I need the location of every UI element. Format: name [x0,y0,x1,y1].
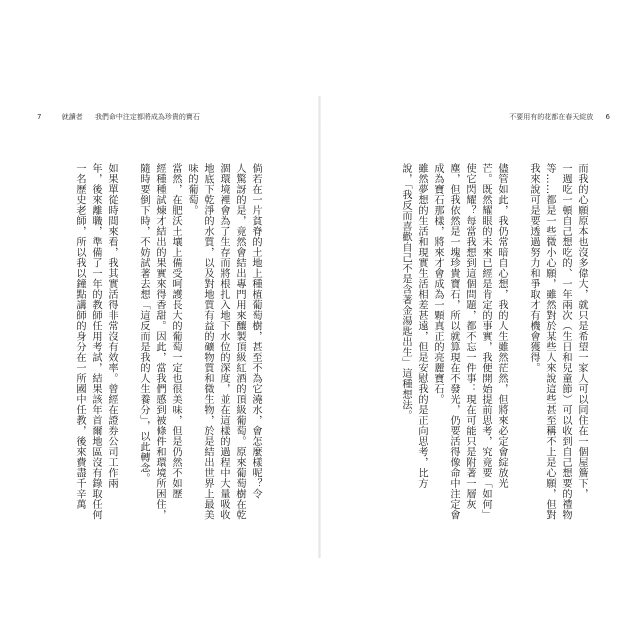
right-page-line: 而我的心願原本也沒多偉大，就只是希望一家人可以同住在一個屋簷下， [576,163,587,499]
right-page-line: 雖然夢想的生活和現實生活相差甚遠，但是安慰我的是正向思考，比方 [416,163,427,489]
right-page-header [509,113,610,122]
left-page-line: 人驚訝的是，竟然會結出專門用來釀製頂級紅酒的頂級葡萄。原來葡萄樹在乾 [234,163,245,520]
right-page-line: 等……都是一些微小心願，雖然對於某些人來說這些甚至稱不上是心願，但對 [544,163,555,520]
left-page-line: 經種種試煉才結出的果實來得香甜。因此，當我們感到被條件和環境所困住， [154,163,165,520]
left-page-line: 涸環境裡會為了生存而將根扎入地下水位的深度，並在這樣的過程中大量吸收 [218,163,229,520]
right-page-line: 芒。既然耀眼的未來已經是肯定的事實，我便開始提前思考，究竟要「如何」 [480,163,491,520]
left-page-line: 地底下乾淨的水質，以及對地質有益的礦物質和微生物，於是結出世界上最美 [202,163,213,520]
left-page-line: 年，後來離職，準備了一年的教師任用考試，結果該年首爾地區沒有錄取任何 [90,163,101,520]
left-page-line: 隨時要倒下時，不妨試著去想「這反而是我的人生養分」，以此轉念。 [138,163,149,484]
right-page-line: 儘管如此，我仍常暗自心想，我的人生雖然茫然，但將來必定會綻放光 [496,163,507,489]
right-page-number: 6 [605,113,610,121]
left-page-line: 倘若在一片貧脊的土地上種植葡萄樹，甚至不為它澆水，會怎麼樣呢？令 [250,163,261,499]
left-page-number: 7 [37,113,42,121]
right-page-line: 我來說可是要透過努力和爭取才有機會獲得。 [528,163,539,373]
right-page-line: 說，「我反而喜歡自己不是含著金湯匙出生」這種想法。 [400,163,411,421]
left-header-section: 就讀者 [61,113,83,121]
right-page-line: 使它閃耀？每當我想到這個問題，都不忘一件事：現在可能只是附著一層灰 [464,163,475,510]
left-page-line: 一名歷史老師，所以我以鐘點講師的身分在一所國中任教，後來費盡千辛萬 [74,163,85,510]
left-header-title: 我們命中注定都將成為珍貴的寶石 [94,113,200,121]
right-header-title: 不要用有的花都在春天綻放 [509,113,594,121]
left-page-line: 如果單從時間來看，我其實活得非常沒有效率。曾經在證券公司工作兩 [106,163,117,489]
book-gutter [318,96,321,558]
left-page-line: 當然，在肥沃土壤上備受呵護長大的葡萄一定也很美味，但是仍然不如歷 [170,163,181,499]
right-page-line: 一週吃一頓自己想吃的、一年兩次（生日和兒童節）可以收到自己想要的禮物 [560,163,571,520]
right-page-line: 成為寶石那樣，將來才會成為一顆真正的亮麗寶石。 [432,163,443,405]
left-page-header [37,113,200,122]
left-page-line: 味的葡萄。 [186,163,197,216]
right-page-line: 塵，但我依然是一塊珍貴寶石，所以就算現在不發光，仍要活得像命中注定會 [448,163,459,520]
